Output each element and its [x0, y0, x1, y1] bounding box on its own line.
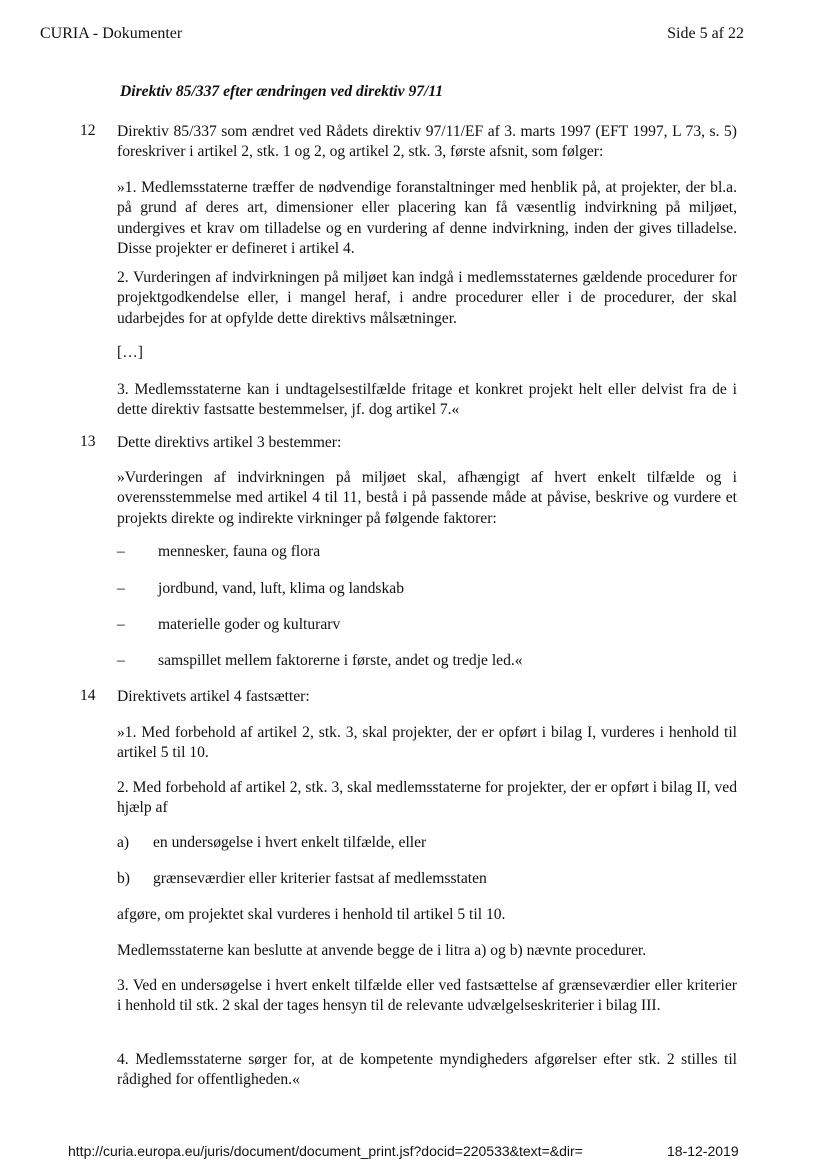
- list-label-a: a): [117, 834, 130, 851]
- section-heading: Direktiv 85/337 efter ændringen ved direktiv 97/11: [120, 83, 444, 100]
- paragraph-14-may: Medlemsstaterne kan beslutte at anvende begge de i litra a) og b) nævnte procedurer.: [117, 942, 647, 959]
- paragraph-13-text: Dette direktivs artikel 3 bestemmer:: [117, 434, 342, 451]
- paragraph-14-decide: afgøre, om projektet skal vurderes i henhold til artikel 5 til 10.: [117, 906, 506, 923]
- paragraph-14-quote-4: 4. Medlemsstaterne sørger for, at de kompetente myndigheders afgørelser efter stk. 2 stilles til rådighed for offentligheden.«: [117, 1051, 737, 1089]
- paragraph-12-text: Direktiv 85/337 som ændret ved Rådets direktiv 97/11/EF af 3. marts 1997 (EFT 1997, L 73, s. 5) foreskriver i artikel 2, stk. 1 og 2, og artikel 2, stk. 3, første afsnit, som følger:: [117, 123, 737, 161]
- header-page-number: Side 5 af 22: [667, 25, 744, 42]
- list-item: mennesker, fauna og flora: [158, 543, 321, 560]
- list-item-a: en undersøgelse i hvert enkelt tilfælde, eller: [153, 834, 427, 851]
- paragraph-12-quote-2: 2. Vurderingen af indvirkningen på miljøet kan indgå i medlemsstaternes gældende procedurer for projektgodkendelse eller, i mangel heraf, i andre procedurer eller i de procedurer, der skal udarbejdes for at opfylde dette direktivs målsætninger.: [117, 269, 737, 327]
- paragraph-12-quote-1: »1. Medlemsstaterne træffer de nødvendige foranstaltninger med henblik på, at projekter, der bl.a. på grund af deres art, dimensioner eller placering kan få væsentlig indvirkning på miljøet, undergives et krav om tilladelse og en vurdering af denne indvirkning, inden der gives tilladelse. Disse projekter er defineret i artikel 4.: [117, 179, 737, 257]
- paragraph-14-text: Direktivets artikel 4 fastsætter:: [117, 688, 310, 705]
- paragraph-14-quote-2: 2. Med forbehold af artikel 2, stk. 3, skal medlemsstaterne for projekter, der er opført i bilag II, ved hjælp af: [117, 779, 737, 817]
- paragraph-number-12: 12: [80, 122, 96, 139]
- paragraph-12-quote-3: 3. Medlemsstaterne kan i undtagelsestilfælde fritage et konkret projekt helt eller delvist fra de i dette direktiv fastsatte bestemmelser, jf. dog artikel 7.«: [117, 381, 737, 419]
- header-app-title: CURIA - Dokumenter: [40, 25, 183, 42]
- list-dash: –: [117, 616, 125, 633]
- list-dash: –: [117, 652, 125, 669]
- footer-date: 18-12-2019: [667, 1143, 739, 1159]
- footer-url: http://curia.europa.eu/juris/document/document_print.jsf?docid=220533&text=&dir=: [68, 1143, 583, 1159]
- paragraph-14-quote-1: »1. Med forbehold af artikel 2, stk. 3, skal projekter, der er opført i bilag I, vurderes i henhold til artikel 5 til 10.: [117, 724, 737, 762]
- list-label-b: b): [117, 870, 130, 887]
- list-item: materielle goder og kulturarv: [158, 616, 341, 633]
- list-item-b: grænseværdier eller kriterier fastsat af medlemsstaten: [153, 870, 487, 887]
- ellipsis: […]: [117, 344, 143, 361]
- paragraph-number-13: 13: [80, 433, 96, 450]
- paragraph-13-quote: »Vurderingen af indvirkningen på miljøet skal, afhængigt af hvert enkelt tilfælde og i overensstemmelse med artikel 4 til 11, bestå i på passende måde at påvise, beskrive og vurdere et projekts direkte og indirekte virkninger på følgende faktorer:: [117, 469, 737, 527]
- list-dash: –: [117, 580, 125, 597]
- paragraph-number-14: 14: [80, 687, 96, 704]
- list-dash: –: [117, 543, 125, 560]
- paragraph-14-quote-3: 3. Ved en undersøgelse i hvert enkelt tilfælde eller ved fastsættelse af grænseværdier eller kriterier i henhold til stk. 2 skal der tages hensyn til de relevante udvælgelseskriterier i bilag III.: [117, 977, 737, 1015]
- list-item: samspillet mellem faktorerne i første, andet og tredje led.«: [158, 652, 523, 669]
- list-item: jordbund, vand, luft, klima og landskab: [158, 580, 404, 597]
